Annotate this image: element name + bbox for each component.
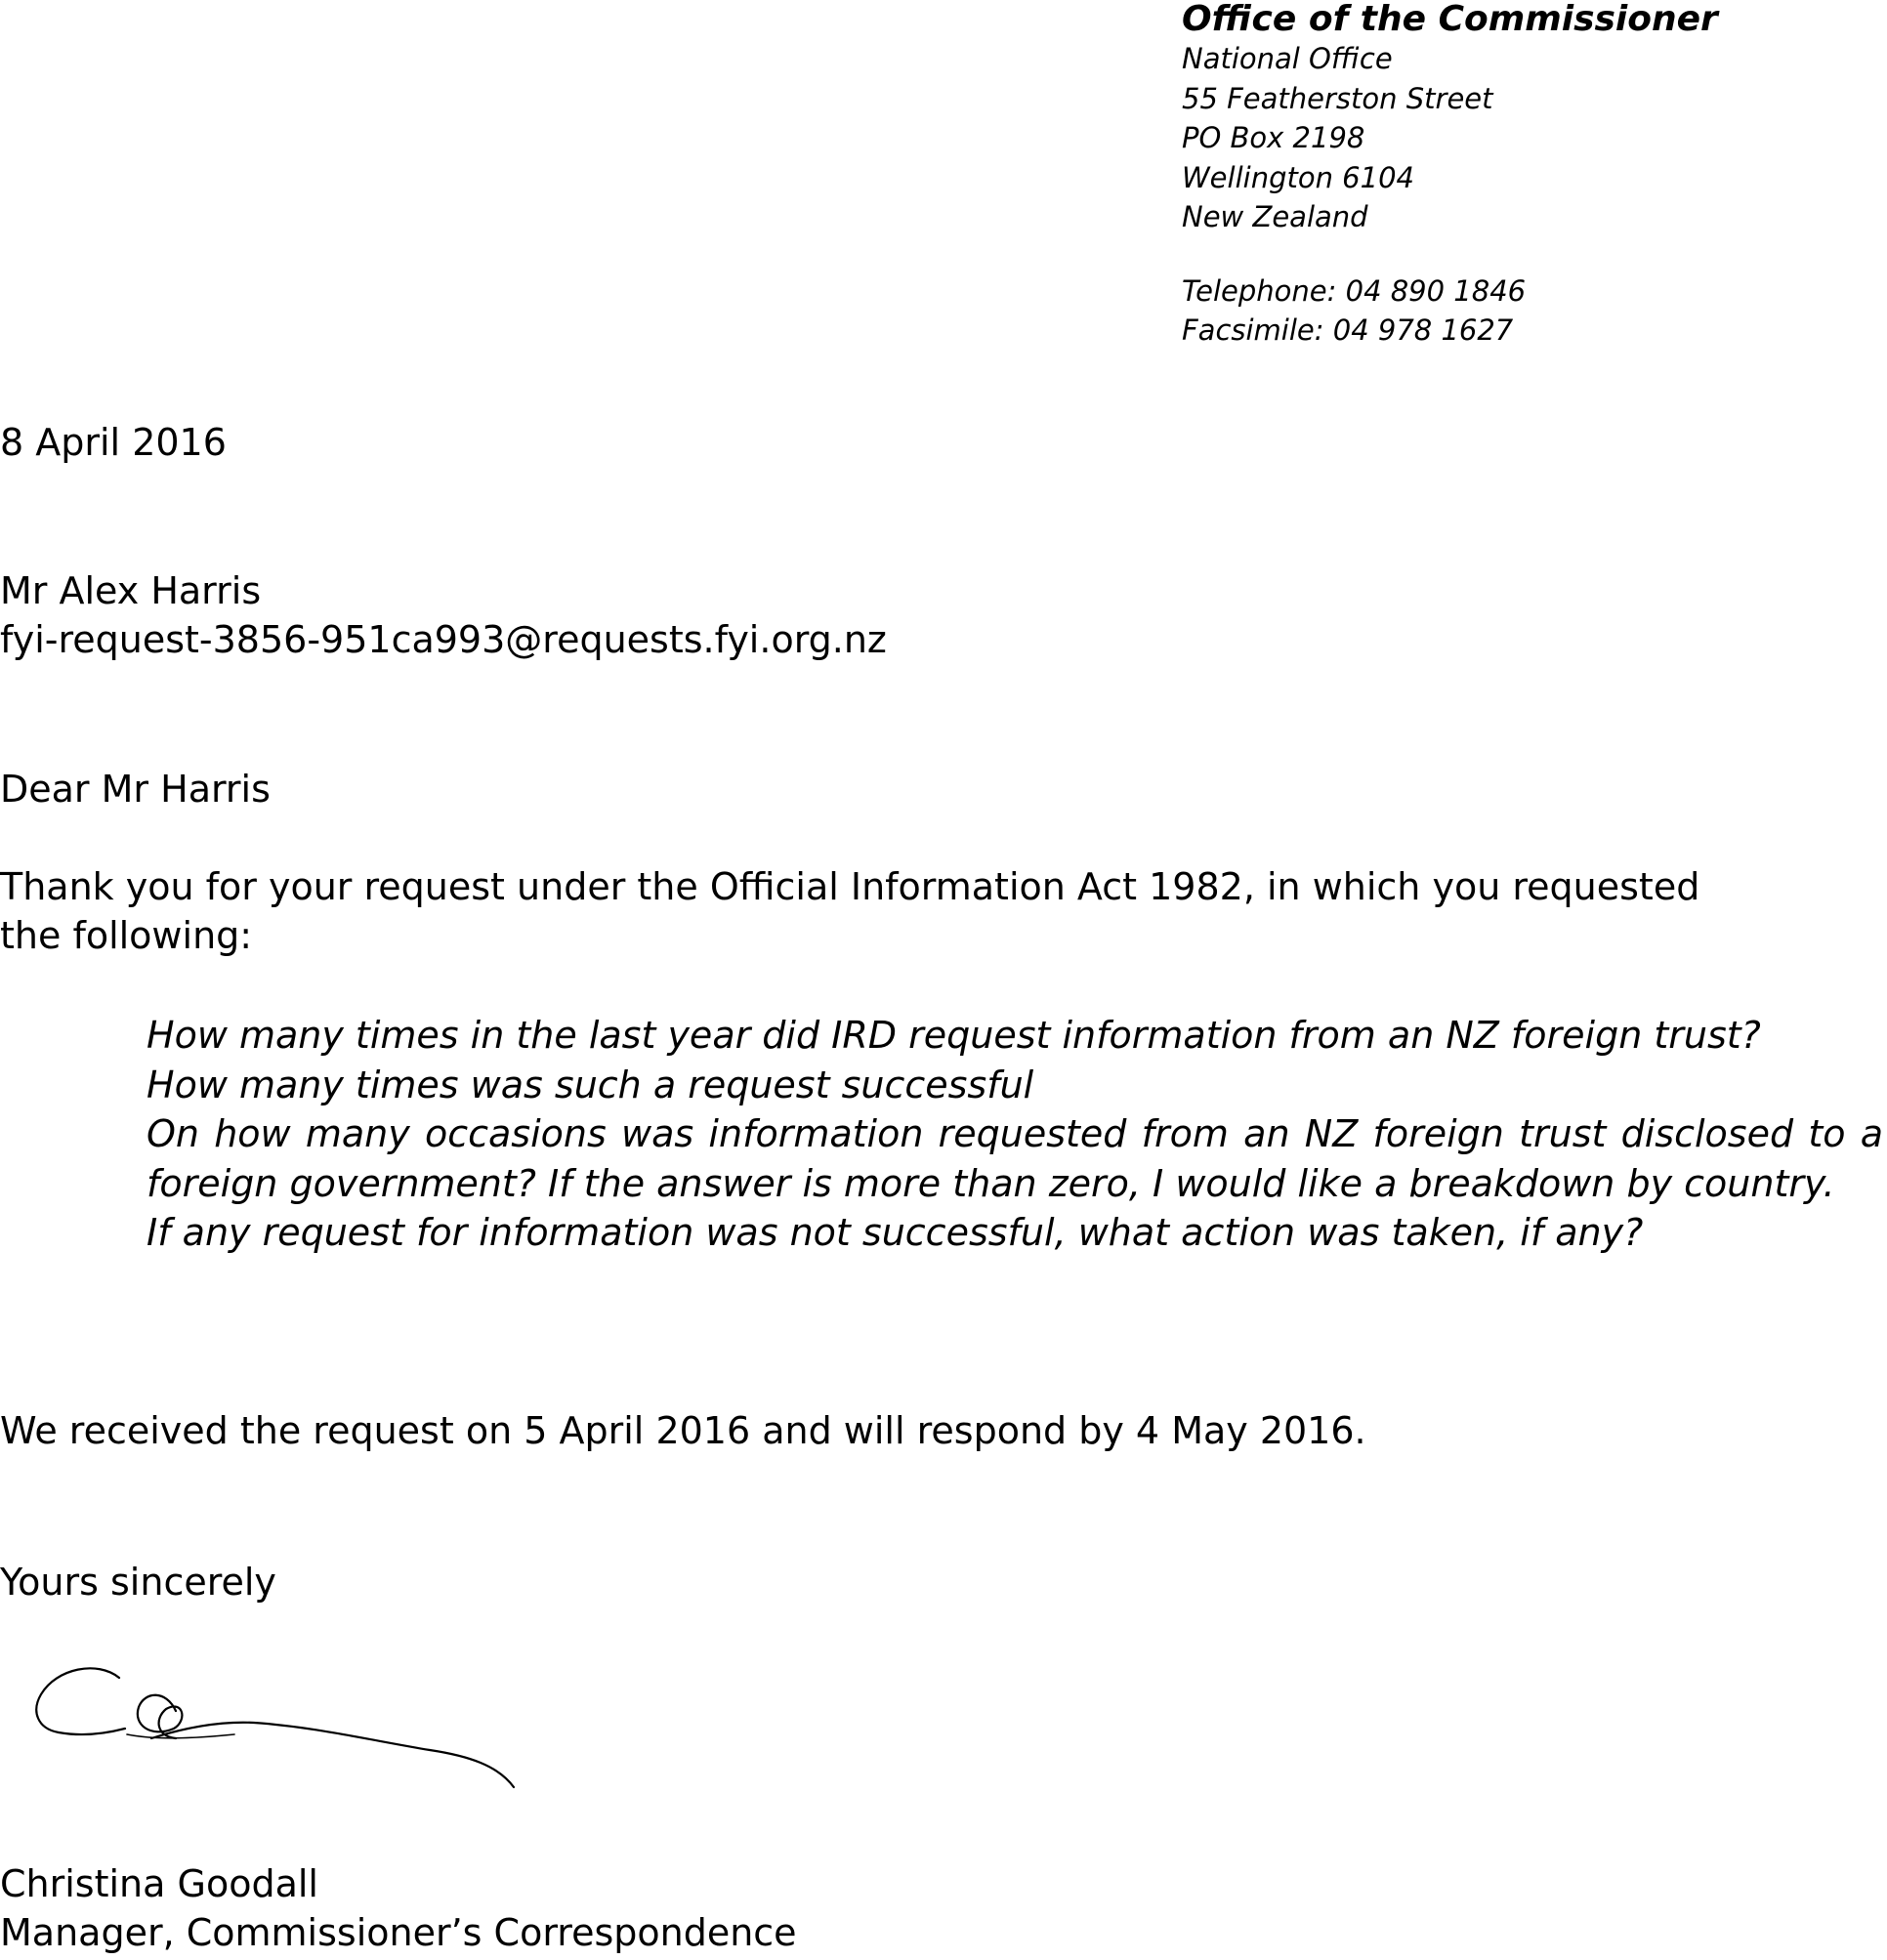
letterhead: [1182, 0, 1866, 351]
letterhead-gap: [1182, 237, 1866, 271]
intro-paragraph: [0, 862, 1887, 960]
address-line: New Zealand: [1182, 200, 1368, 233]
recipient-name: Mr Alex Harris: [0, 569, 262, 612]
telephone: Telephone: 04 890 1846: [1182, 273, 1527, 308]
office-title: Office of the Commissioner: [1182, 0, 1718, 39]
request-item: If any request for information was not successful, what action was taken, if any?: [147, 1211, 1644, 1254]
recipient-block: [0, 566, 887, 664]
address-line: Wellington 6104: [1182, 160, 1414, 194]
request-item: How many times in the last year did IRD request information from an NZ foreign trust?: [147, 1014, 1761, 1057]
signatory-title: Manager, Commissioner’s Correspondence: [0, 1911, 797, 1954]
request-item: On how many occasions was information requested from an NZ foreign trust disclosed to a foreign government? If the answer is more than zero, I would like a breakdown by country.: [147, 1112, 1883, 1205]
address-line: 55 Featherston Street: [1182, 81, 1493, 115]
facsimile: Facsimile: 04 978 1627: [1182, 313, 1514, 347]
received-statement: We received the request on 5 April 2016 and will respond by 4 May 2016.: [0, 1409, 1366, 1452]
intro-line: Thank you for your request under the Official Information Act 1982, in which you requested: [0, 865, 1700, 908]
signatory-block: [0, 1859, 797, 1957]
intro-line: the following:: [0, 914, 253, 957]
signature-image: [29, 1650, 537, 1816]
requested-items: [147, 1011, 1883, 1258]
letter-date: 8 April 2016: [0, 421, 227, 464]
salutation: Dear Mr Harris: [0, 768, 271, 811]
address-line: National Office: [1182, 42, 1393, 75]
closing: Yours sincerely: [0, 1561, 276, 1604]
recipient-email: fyi-request-3856-951ca993@requests.fyi.org.nz: [0, 618, 887, 661]
signatory-name: Christina Goodall: [0, 1862, 318, 1905]
request-item: How many times was such a request successful: [147, 1063, 1034, 1106]
address-line: PO Box 2198: [1182, 121, 1365, 154]
